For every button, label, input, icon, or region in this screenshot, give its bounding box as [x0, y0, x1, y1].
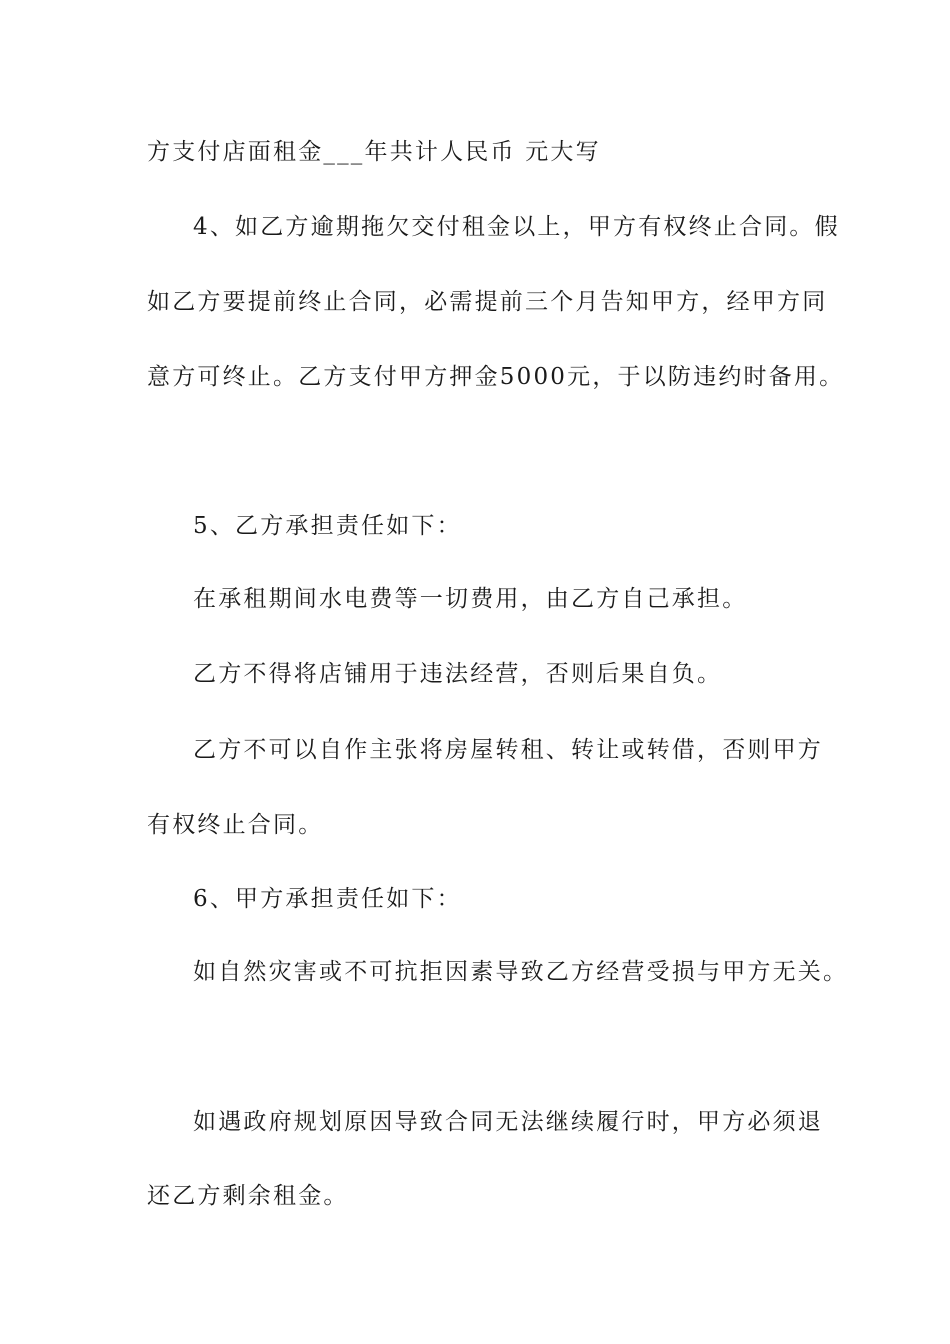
clause-5-item-legal-use: 乙方不得将店铺用于违法经营，否则后果自负。	[193, 661, 723, 687]
clause-4-line-1: 4、如乙方逾期拖欠交付租金以上，甲方有权终止合同。假	[193, 214, 840, 240]
clause-5-item-utilities: 在承租期间水电费等一切费用，由乙方自己承担。	[193, 586, 748, 612]
clause-6-item-government-line-1: 如遇政府规划原因导致合同无法继续履行时，甲方必须退	[193, 1109, 823, 1135]
text-line-rent-payment: 方支付店面租金___年共计人民币 元大写	[147, 139, 601, 165]
clause-5-item-sublet-line-2: 有权终止合同。	[147, 812, 324, 838]
clause-5-item-sublet-line-1: 乙方不可以自作主张将房屋转租、转让或转借，否则甲方	[193, 737, 823, 763]
clause-6-heading: 6、甲方承担责任如下：	[193, 886, 462, 912]
clause-4-line-2: 如乙方要提前终止合同，必需提前三个月告知甲方，经甲方同	[147, 289, 828, 315]
clause-6-item-force-majeure: 如自然灾害或不可抗拒因素导致乙方经营受损与甲方无关。	[193, 959, 849, 985]
clause-5-heading: 5、乙方承担责任如下：	[193, 513, 462, 539]
clause-6-item-government-line-2: 还乙方剩余租金。	[147, 1183, 349, 1209]
clause-4-line-3: 意方可终止。乙方支付甲方押金5000元，于以防违约时备用。	[147, 364, 845, 390]
